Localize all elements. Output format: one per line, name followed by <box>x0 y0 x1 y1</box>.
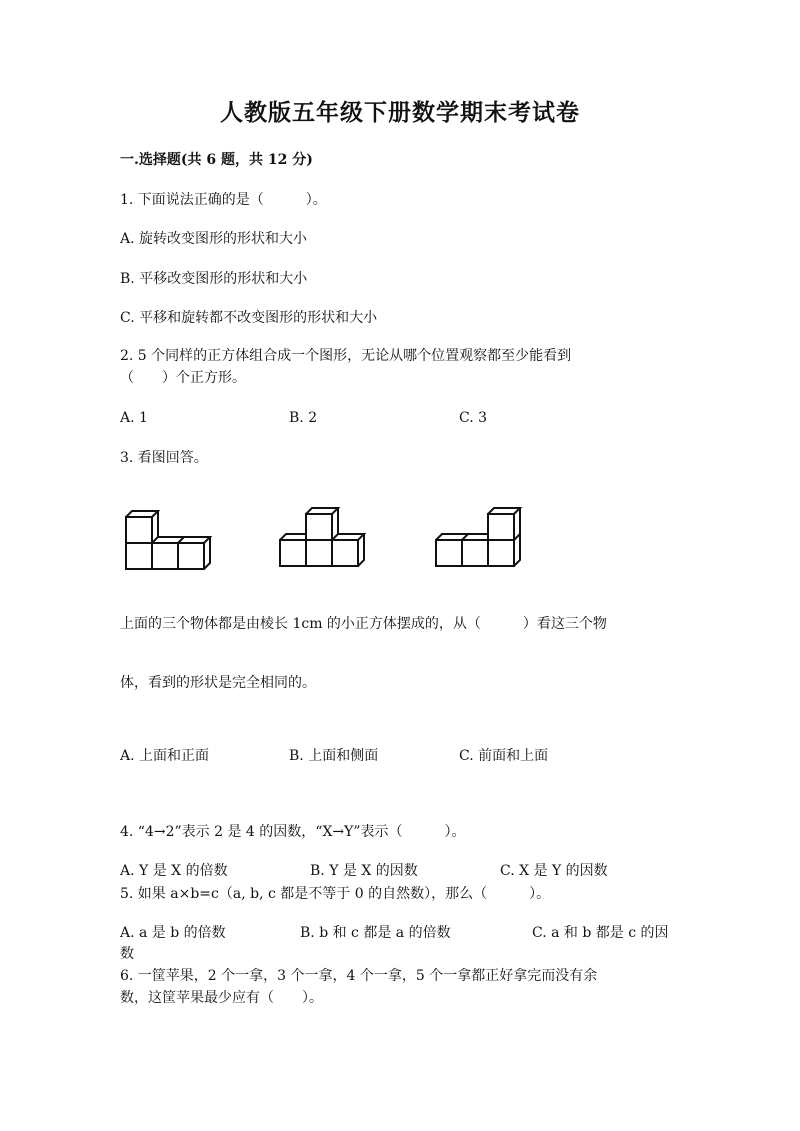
cube-figure-2 <box>274 500 374 572</box>
q3-stem: 3. 看图回答。 <box>120 450 208 466</box>
cube-figure-1 <box>120 505 220 575</box>
q2-stem-line2: （ ）个正方形。 <box>120 370 246 386</box>
q3-option-b: B. 上面和侧面 <box>289 748 379 764</box>
q2-stem-line1: 2. 5 个同样的正方体组合成一个图形，无论从哪个位置观察都至少能看到 <box>120 348 572 364</box>
q6-stem-line1: 6. 一筐苹果，2 个一拿，3 个一拿，4 个一拿，5 个一拿都正好拿完而没有余 <box>120 968 598 984</box>
q2-option-c: C. 3 <box>459 410 488 426</box>
q4-option-c: C. X 是 Y 的因数 <box>500 863 608 879</box>
q1-option-b: B. 平移改变图形的形状和大小 <box>120 271 308 287</box>
q6-stem-line2: 数，这筐苹果最少应有（ ）。 <box>120 990 323 1006</box>
q3-option-c: C. 前面和上面 <box>459 748 549 764</box>
q1-option-c: C. 平移和旋转都不改变图形的形状和大小 <box>120 310 378 326</box>
q5-option-b: B. b 和 c 都是 a 的倍数 <box>300 925 451 941</box>
exam-title: 人教版五年级下册数学期末考试卷 <box>220 99 580 126</box>
section-heading: 一.选择题(共 6 题，共 12 分) <box>120 152 313 168</box>
q3-text-line1: 上面的三个物体都是由棱长 1cm 的小正方体摆成的，从（ ）看这三个物 <box>120 616 607 632</box>
q1-stem: 1. 下面说法正确的是（ ）。 <box>120 192 327 208</box>
q5-option-c-wrap: 数 <box>120 946 134 962</box>
cube-figure-3 <box>430 500 530 572</box>
q2-option-b: B. 2 <box>289 410 318 426</box>
q3-option-a: A. 上面和正面 <box>120 748 210 764</box>
q5-option-a: A. a 是 b 的倍数 <box>120 925 226 941</box>
q4-option-b: B. Y 是 X 的因数 <box>310 863 418 879</box>
q5-option-c: C. a 和 b 都是 c 的因 <box>532 925 669 941</box>
q3-text-line2: 体，看到的形状是完全相同的。 <box>120 675 316 691</box>
q2-option-a: A. 1 <box>120 410 148 426</box>
q5-stem: 5. 如果 a×b=c（a, b, c 都是不等于 0 的自然数），那么（ ）。 <box>120 886 551 902</box>
q4-option-a: A. Y 是 X 的倍数 <box>120 863 228 879</box>
q4-stem: 4. “4→2”表示 2 是 4 的因数，“X→Y”表示（ ）。 <box>120 824 466 840</box>
q1-option-a: A. 旋转改变图形的形状和大小 <box>120 231 308 247</box>
